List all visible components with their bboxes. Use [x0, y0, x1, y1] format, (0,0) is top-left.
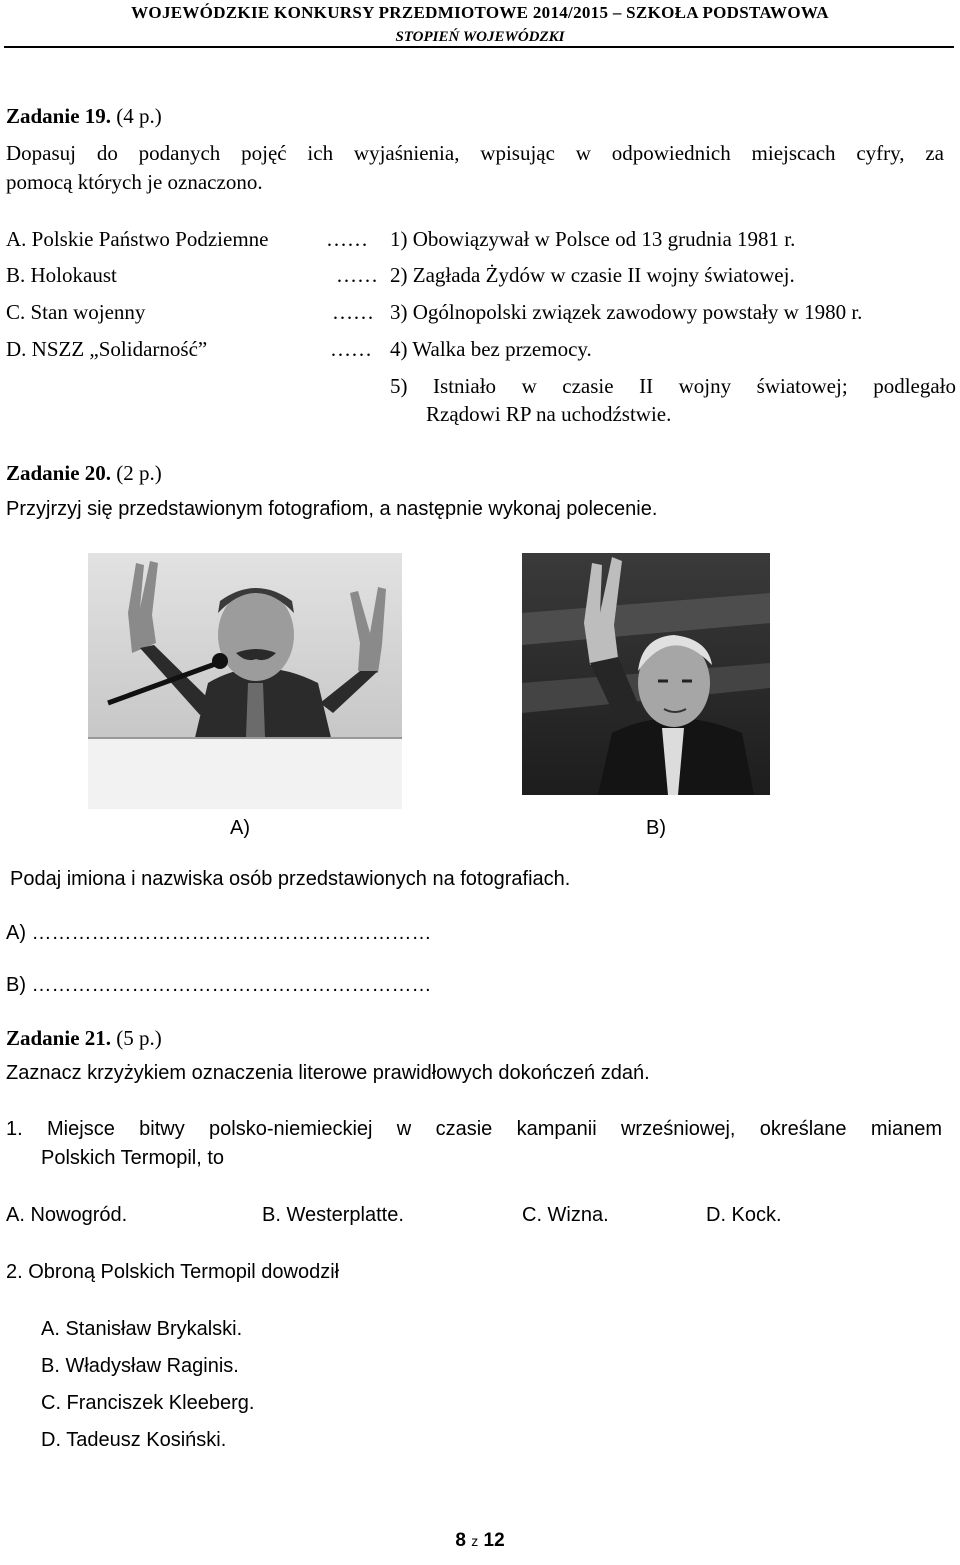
task21-q2-option-c[interactable]: C. Franciszek Kleeberg. — [41, 1392, 255, 1414]
photo-b-illustration — [522, 553, 770, 795]
task20-instruction: Przyjrzyj się przedstawionym fotografiom, a następnie wykonaj polecenie. — [6, 498, 658, 520]
task19-definition-5-line2: Rządowi RP na uchodźstwie. — [426, 402, 672, 426]
task21-q2-option-d[interactable]: D. Tadeusz Kosiński. — [41, 1429, 227, 1451]
task21-q2: 2. Obroną Polskich Termopil dowodził — [6, 1261, 340, 1283]
task19-instruction-line2: pomocą których je oznaczono. — [6, 170, 263, 194]
photo-a-illustration — [88, 553, 402, 809]
task21-q1-option-c[interactable]: C. Wizna. — [522, 1204, 609, 1226]
task20-answer-a[interactable]: A) …………………………………………………… — [6, 922, 432, 944]
task20-title: Zadanie 20. — [6, 461, 112, 485]
task19-heading — [6, 102, 162, 130]
task20-question: Podaj imiona i nazwiska osób przedstawionych na fotografiach. — [10, 868, 571, 890]
task19-title: Zadanie 19. — [6, 104, 112, 128]
header-title: WOJEWÓDZKIE KONKURSY PRZEDMIOTOWE 2014/2015 – SZKOŁA PODSTAWOWA — [131, 3, 829, 22]
page-current: 8 — [455, 1530, 466, 1551]
task21-instruction: Zaznacz krzyżykiem oznaczenia literowe prawidłowych dokończeń zdań. — [6, 1062, 650, 1084]
task21-heading — [6, 1024, 162, 1052]
task19-definition-4: 4) Walka bez przemocy. — [390, 337, 592, 361]
task19-blank-b[interactable]: …… — [336, 263, 378, 287]
task19-blank-c[interactable]: …… — [332, 300, 374, 324]
task21-q2-option-a[interactable]: A. Stanisław Brykalski. — [41, 1318, 243, 1340]
page-number — [0, 1528, 960, 1554]
photo-b-label: B) — [646, 817, 666, 839]
task19-definition-5-line1: 5) Istniało w czasie II wojny światowej; podlegało — [390, 374, 956, 398]
page-of: z — [471, 1533, 479, 1549]
page-total: 12 — [483, 1530, 505, 1551]
task19-term-b: B. Holokaust — [6, 263, 117, 287]
task20-heading — [6, 459, 162, 487]
photo-a-label: A) — [230, 817, 250, 839]
task19-definition-1: 1) Obowiązywał w Polsce od 13 grudnia 1981 r. — [390, 227, 796, 251]
task19-points: (4 p.) — [116, 104, 162, 128]
task19-blank-a[interactable]: …… — [326, 227, 368, 251]
task21-q2-option-b[interactable]: B. Władysław Raginis. — [41, 1355, 239, 1377]
task21-q1-option-d[interactable]: D. Kock. — [706, 1204, 782, 1226]
task21-q1-line1: 1. Miejsce bitwy polsko-niemieckiej w czasie kampanii wrześniowej, określane mianem — [6, 1118, 942, 1140]
task20-points: (2 p.) — [116, 461, 162, 485]
header-subtitle: STOPIEŃ WOJEWÓDZKI — [395, 28, 565, 45]
task19-term-c: C. Stan wojenny — [6, 300, 146, 324]
task19-term-a: A. Polskie Państwo Podziemne — [6, 227, 269, 251]
task21-q1-line2: Polskich Termopil, to — [41, 1147, 225, 1169]
page-header — [0, 0, 960, 47]
task20-answer-b[interactable]: B) …………………………………………………… — [6, 974, 432, 996]
task21-title: Zadanie 21. — [6, 1026, 112, 1050]
task21-q1-option-b[interactable]: B. Westerplatte. — [262, 1204, 404, 1226]
task19-term-d: D. NSZZ „Solidarność” — [6, 337, 208, 361]
task19-blank-d[interactable]: …… — [330, 337, 372, 361]
task19-definition-3: 3) Ogólnopolski związek zawodowy powstały w 1980 r. — [390, 300, 863, 324]
task21-q1-option-a[interactable]: A. Nowogród. — [6, 1204, 128, 1226]
task19-definition-2: 2) Zagłada Żydów w czasie II wojny światowej. — [390, 263, 795, 287]
photo-b — [522, 553, 770, 795]
photo-a — [88, 553, 402, 809]
header-rule — [4, 46, 954, 48]
task21-points: (5 p.) — [116, 1026, 162, 1050]
task19-instruction-line1: Dopasuj do podanych pojęć ich wyjaśnienia, wpisując w odpowiednich miejscach cyfry, za — [6, 141, 944, 165]
